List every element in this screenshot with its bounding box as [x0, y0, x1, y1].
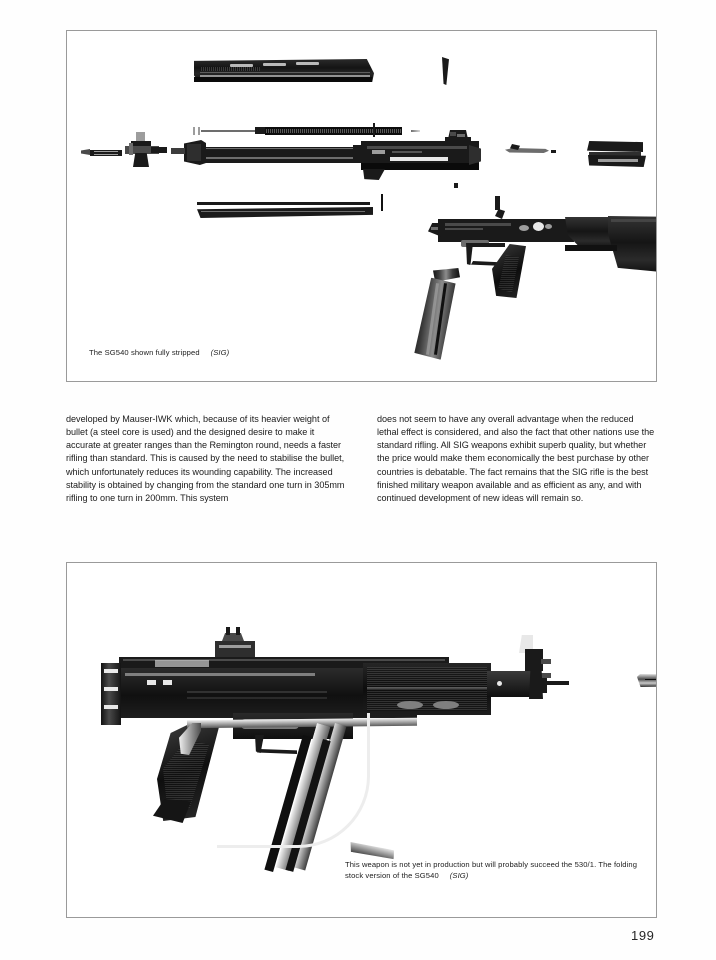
caption-text: This weapon is not yet in production but will probably succeed the 530/1. The folding stock version of the SG540 [345, 860, 638, 880]
body-paragraph-left: developed by Mauser-IWK which, because of its heavier weight of bullet (a steel core is used) and the designed desire to make it accurate at greater ranges than the Remington round, needs a faster rifling than standard. This is caused by the need to stabilise the bullet, which unfortunately reduces its wounding capability. The increased stability is obtained by changing from the standard one turn in 305mm rifling to one turn in 200mm. This system [66, 414, 345, 503]
figure-bottom-caption [345, 860, 645, 881]
caption-credit: (SIG) [210, 348, 230, 357]
figure-sg540-stripped [66, 30, 657, 382]
caption-text: The SG540 shown fully stripped [89, 348, 200, 357]
body-column-left [66, 413, 345, 553]
body-paragraph-right: does not seem to have any overall advantage when the reduced lethal effect is considered, and also the fact that other nations use the standard rifling. All SIG weapons exhibit superb quality, but whether the price would make them economically the best purchase by other countries is debatable. The fact remains that the SIG rifle is the best finished military weapon available and as efficient as any, and with continued development of new ideas will remain so. [377, 414, 655, 503]
body-text [66, 413, 657, 553]
body-column-right [377, 413, 656, 553]
figure-top-caption [89, 348, 229, 359]
caption-credit: (SIG) [449, 870, 469, 880]
figure-sg540-folding-stock [66, 562, 657, 918]
page-number: 199 [631, 928, 655, 943]
